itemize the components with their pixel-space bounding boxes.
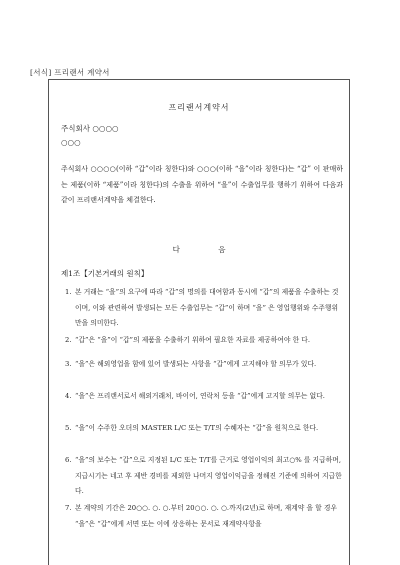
contract-document (48, 79, 350, 565)
clause-text: “을”은 프리랜서로서 해외거래처, 바이어, 연락처 등을 “갑”에게 고지할 의무는 없다. (75, 392, 325, 400)
clause-number: 1. (65, 288, 72, 296)
preamble-paragraph: 주식회사 ○○○○(이하 “갑”이라 칭한다)와 ○○○(이하 “을”이라 칭한다)는 “갑” 이 판매하는 제품(이하 “제품”이라 칭한다)의 수출을 위하여 “을”이 수출업무를 행하기 위하여 다음과 같이 프리랜서계약을 체결한다. (61, 165, 343, 204)
clause-text: 본 계약의 기간은 20○○. ○. ○.부터 20○○. ○. ○.까지(2년)로 하며, 재계약 을 할 경우 “을”은 “갑”에게 서면 또는 이에 상응하는 문서로 재계약사항을 (75, 504, 338, 528)
clause-text: “을”이 수주한 오더의 MASTER L/C 또는 T/T의 수혜자는 “갑”을 원칙으로 한다. (75, 424, 319, 432)
clause-text: “을”의 보수는 “갑”으로 지정된 L/C 또는 T/T를 근거로 영업이익의 최고○% 를 지급하며, 지급시기는 네고 후 제반 경비를 제외한 나머지 영업이익금을 정해진 기준에 의하여 지급한다. (75, 456, 342, 495)
clause-text: 본 거래는 “을”의 요구에 따라 “갑”의 명의를 대여함과 동시에 “갑”의 제품을 수출하는 것이며, 이와 관련하여 발생되는 모든 수출업무는 “갑”이 하며 “을” 은 영업행위와 수주행위만을 의미한다. (75, 288, 339, 327)
clause-7 (65, 501, 343, 532)
addressee-company: 주식회사 ○○○○ (61, 124, 119, 133)
clause-number: 2. (65, 336, 72, 344)
clause-number: 7. (65, 504, 72, 512)
section-heading: 다 음 (172, 245, 244, 254)
document-title: 프리랜서계약서 (168, 103, 230, 112)
article-heading: 제1조【기본거래의 원칙】 (61, 269, 149, 278)
clause-text: “갑”은 “을”이 “갑”의 제품을 수출하기 위하여 필요한 자료를 제공하여야 한 다. (75, 336, 311, 344)
clause-number: 4. (65, 392, 72, 400)
addressee-person: ○○○ (61, 138, 81, 147)
form-caption: [서식] 프리랜서 계약서 (30, 68, 110, 77)
clause-2 (65, 333, 343, 349)
clause-4 (65, 389, 343, 405)
clause-number: 5. (65, 424, 72, 432)
clause-6 (65, 453, 343, 500)
clause-1 (65, 285, 343, 332)
clause-number: 6. (65, 456, 72, 464)
clause-5 (65, 421, 343, 437)
clause-number: 3. (65, 360, 72, 368)
clause-3 (65, 357, 343, 373)
clause-text: “을”은 해외영업을 함에 있어 발생되는 사항을 “갑”에게 고지해야 할 의무가 있다. (75, 360, 317, 368)
